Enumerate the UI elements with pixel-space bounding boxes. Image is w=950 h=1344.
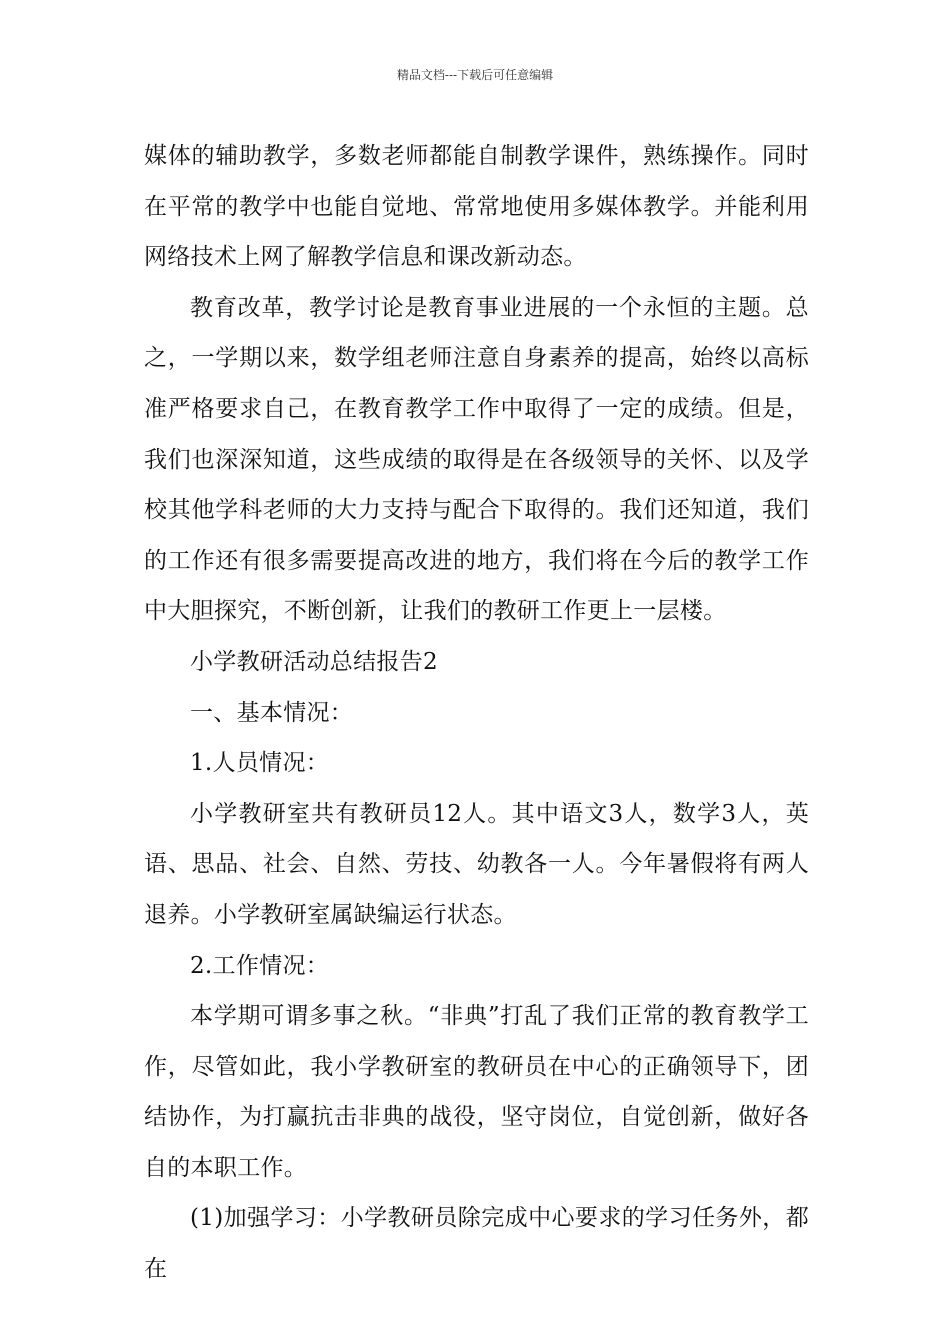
- item-heading-work: 2.工作情况：: [190, 952, 330, 979]
- paragraph-personnel: 小学教研室共有教研员12人。其中语文3人，数学3人，英语、思品、社会、自然、劳技、幼教各一人。今年暑假将有两人退养。小学教研室属缺编运行状态。: [144, 800, 809, 928]
- paragraph-strengthen-learning: (1)加强学习：小学教研员除完成中心要求的学习任务外，都在: [144, 1205, 809, 1283]
- document-body: [144, 131, 809, 1295]
- paragraph-work: 本学期可谓多事之秋。“非典”打乱了我们正常的教育教学工作，尽管如此，我小学教研室的教研员在中心的正确领导下，团结协作，为打赢抗击非典的战役，坚守岗位，自觉创新，做好各自的本职工作。: [144, 1003, 809, 1181]
- paragraph-multimedia: 媒体的辅助教学，多数老师都能自制教学课件，熟练操作。同时在平常的教学中也能自觉地、常常地使用多媒体教学。并能利用网络技术上网了解教学信息和课改新动态。: [144, 143, 809, 271]
- item-heading-personnel: 1.人员情况：: [190, 750, 330, 777]
- paragraph-education-reform: 教育改革，教学讨论是教育事业进展的一个永恒的主题。总之，一学期以来，数学组老师注意自身素养的提高，始终以高标准严格要求自己，在教育教学工作中取得了一定的成绩。但是，我们也深深知道，这些成绩的取得是在各级领导的关怀、以及学校其他学科老师的大力支持与配合下取得的。我们还知道，我们的工作还有很多需要提高改进的地方，我们将在今后的教学工作中大胆探究，不断创新，让我们的教研工作更上一层楼。: [144, 294, 809, 625]
- page-header: 精品文档---下载后可任意编辑: [396, 68, 554, 82]
- section-heading-basic-situation: 一、基本情况：: [190, 699, 354, 726]
- report-title: 小学教研活动总结报告2: [190, 648, 438, 675]
